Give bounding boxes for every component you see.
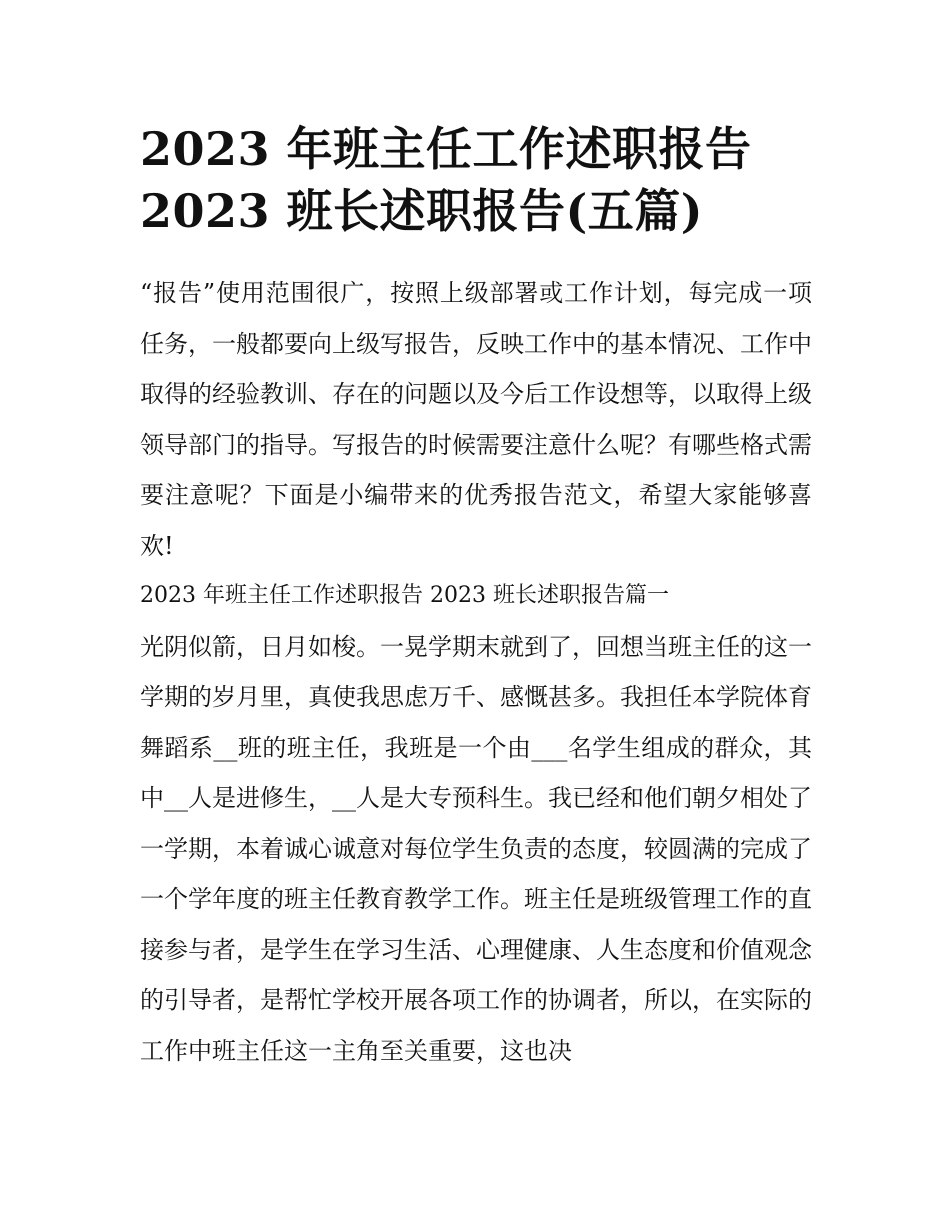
title-line-1: 2023 年班主任工作述职报告 — [140, 122, 752, 176]
section-paragraph: 光阴似箭，日月如梭。一晃学期末就到了，回想当班主任的这一学期的岁月里，真使我思虑万千、感慨甚多。我担任本学院体育舞蹈系__班的班主任，我班是一个由___名学生组成的群众，其中__人是进修生，__人是大专预科生。我已经和他们朝夕相处了一学期，本着诚心诚意对每位学生负责的态度，较圆满的完成了一个学年度的班主任教育教学工作。班主任是班级管理工作的直接参与者，是学生在学习生活、心理健康、人生态度和价值观念的引导者，是帮忙学校开展各项工作的协调者，所以，在实际的工作中班主任这一主角至关重要，这也决 — [140, 632, 812, 1065]
section-heading: 2023 年班主任工作述职报告 2023 班长述职报告篇一 — [140, 583, 669, 608]
document-title — [140, 118, 812, 242]
document-body — [140, 268, 812, 1076]
title-line-2: 2023 班长述职报告(五篇) — [140, 184, 704, 238]
intro-paragraph: “报告”使用范围很广，按照上级部署或工作计划，每完成一项任务，一般都要向上级写报告，反映工作中的基本情况、工作中取得的经验教训、存在的问题以及今后工作设想等，以取得上级领导部门的指导。写报告的时候需要注意什么呢？有哪些格式需要注意呢？下面是小编带来的优秀报告范文，希望大家能够喜欢! — [140, 279, 812, 560]
document-page — [140, 118, 812, 1076]
